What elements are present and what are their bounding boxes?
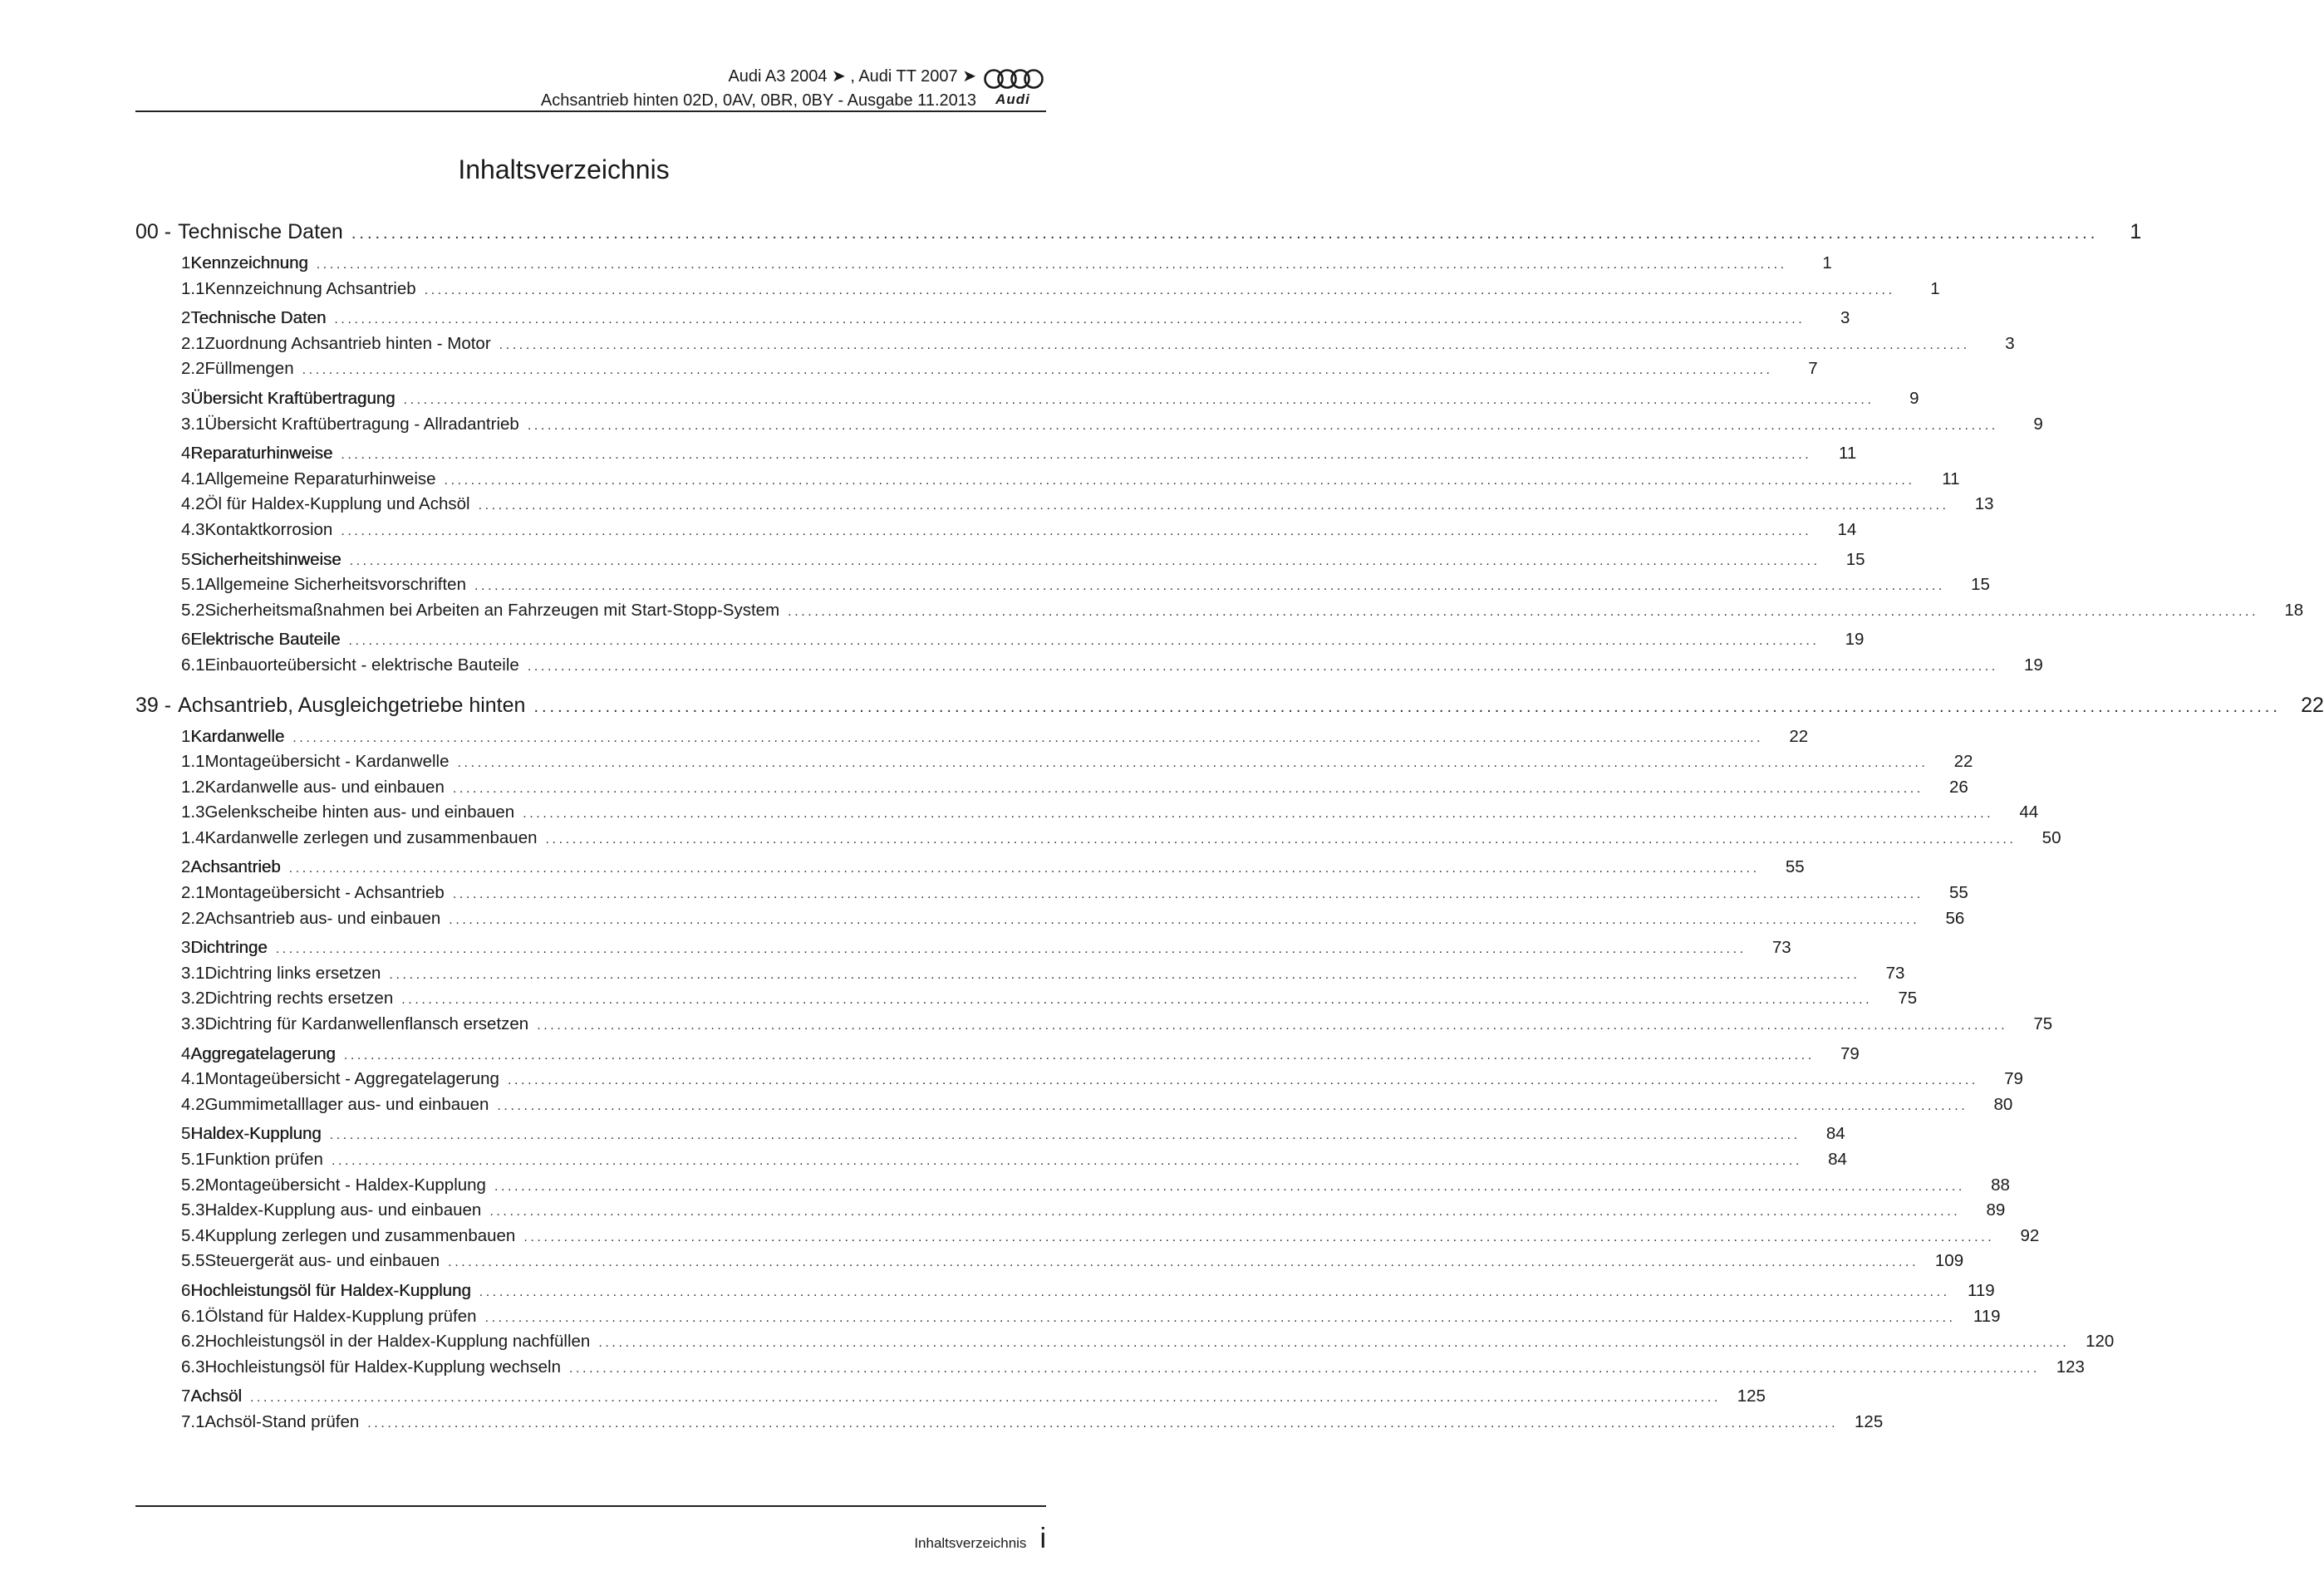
toc-subsection-entry[interactable] [135, 573, 1990, 599]
toc-entry-title: Gummimetalllager aus- und einbauen [204, 1094, 489, 1114]
header-manual-line: Achsantrieb hinten 02D, 0AV, 0BR, 0BY - Ausgabe 11.2013 [540, 91, 976, 110]
toc-entry-page: 22 [2301, 693, 2324, 717]
toc-entry-number: 7.1 [181, 1411, 205, 1431]
toc-entry-number: 2 [181, 308, 191, 328]
toc-section-entry[interactable] [135, 442, 1857, 468]
toc-entry-page: 120 [2086, 1332, 2115, 1352]
toc-entry-number: 4.2 [181, 1094, 205, 1114]
toc-subsection-entry[interactable] [135, 962, 1905, 988]
toc-entry-page: 15 [1971, 575, 1990, 595]
toc-dot-leader: ............................................................................................................................................................................................................................ [341, 448, 1812, 463]
toc-subsection-entry[interactable] [135, 827, 2061, 852]
toc-dot-leader: ............................................................................................................................................................................................................................ [401, 993, 1873, 1008]
toc-subsection-entry[interactable] [135, 654, 2043, 680]
toc-entry-page: 22 [1789, 726, 1809, 746]
toc-entry-number: 7 [181, 1386, 191, 1406]
toc-entry-page: 75 [1898, 989, 1918, 1009]
toc-entry-title: Montageübersicht - Kardanwelle [204, 752, 450, 772]
toc-entry-number: 3 [181, 388, 191, 408]
toc-entry-title: Montageübersicht - Aggregatelagerung [204, 1069, 499, 1089]
toc-dot-leader: ............................................................................................................................................................................................................................ [292, 730, 1764, 745]
toc-dot-leader: ............................................................................................................................................................................................................................ [452, 887, 1924, 902]
toc-subsection-entry[interactable] [135, 1330, 2115, 1356]
toc-entry-title: Sicherheitsmaßnahmen bei Arbeiten an Fahrzeugen mit Start-Stopp-System [204, 600, 780, 620]
page-footer [914, 1523, 1046, 1555]
toc-entry-page: 89 [1986, 1200, 2006, 1220]
toc-entry-title: Funktion prüfen [204, 1150, 323, 1169]
toc-dot-leader: ............................................................................................................................................................................................................................ [474, 579, 1945, 594]
toc-entry-page: 92 [2020, 1225, 2040, 1245]
toc-entry-title: Kupplung zerlegen und zusammenbauen [204, 1225, 516, 1245]
toc-subsection-entry[interactable] [135, 801, 2039, 827]
toc-entry-number: 1.1 [181, 752, 205, 772]
toc-subsection-entry[interactable] [135, 1013, 2053, 1038]
toc-dot-leader: ............................................................................................................................................................................................................................ [507, 1073, 1978, 1088]
toc-entry-title: Allgemeine Sicherheitsvorschriften [204, 575, 466, 595]
toc-subsection-entry[interactable] [135, 907, 1965, 933]
toc-entry-title: Achsöl [190, 1386, 242, 1406]
toc-chapter-entry[interactable] [135, 218, 2142, 248]
audi-logo [983, 66, 1049, 110]
toc-dot-leader: ............................................................................................................................................................................................................................ [533, 697, 2281, 716]
toc-entry-page: 84 [1828, 1150, 1847, 1169]
toc-entry-page: 125 [1737, 1386, 1766, 1406]
toc-entry-number: 5.3 [181, 1200, 205, 1220]
toc-dot-leader: ............................................................................................................................................................................................................................ [479, 1284, 1950, 1299]
toc-entry-title: Hochleistungsöl für Haldex-Kupplung wechseln [204, 1357, 561, 1377]
toc-entry-title: Technische Daten [190, 308, 327, 328]
toc-subsection-entry[interactable] [135, 1305, 2001, 1331]
toc-dot-leader: ............................................................................................................................................................................................................................ [449, 912, 1920, 927]
toc-entry-number: 00 - [135, 220, 172, 243]
toc-entry-title: Hochleistungsöl für Haldex-Kupplung [190, 1280, 471, 1300]
toc-entry-title: Technische Daten [178, 220, 343, 243]
toc-entry-number: 4.1 [181, 1069, 205, 1089]
toc-dot-leader: ............................................................................................................................................................................................................................ [367, 1416, 1839, 1431]
toc-entry-title: Allgemeine Reparaturhinweise [204, 469, 436, 488]
toc-dot-leader: ............................................................................................................................................................................................................................ [484, 1310, 1956, 1325]
toc-section-entry[interactable] [135, 1122, 1845, 1148]
toc-subsection-entry[interactable] [135, 1093, 2013, 1119]
toc-section-entry[interactable] [135, 725, 1809, 751]
toc-entry-title: Kennzeichnung [190, 253, 308, 272]
toc-entry-number: 5.4 [181, 1225, 205, 1245]
toc-entry-number: 4.3 [181, 519, 205, 539]
toc-entry-page: 50 [2041, 827, 2061, 847]
toc-dot-leader: ............................................................................................................................................................................................................................ [389, 967, 1860, 982]
toc-entry-title: Dichtringe [190, 938, 268, 958]
toc-entry-title: Dichtring links ersetzen [204, 963, 381, 983]
toc-entry-page: 3 [2005, 333, 2015, 353]
toc-subsection-entry[interactable] [135, 1148, 1847, 1174]
toc-dot-leader: ............................................................................................................................................................................................................................ [302, 363, 1773, 378]
toc-chapter-entry[interactable] [135, 691, 2324, 721]
toc-entry-number: 5 [181, 1124, 191, 1144]
toc-entry-title: Haldex-Kupplung aus- und einbauen [204, 1200, 482, 1220]
header-rule [135, 110, 1046, 112]
toc-dot-leader: ............................................................................................................................................................................................................................ [523, 807, 1994, 822]
toc-entry-page: 26 [1949, 777, 1968, 797]
toc-entry-title: Übersicht Kraftübertragung - Allradantrieb [204, 414, 519, 434]
toc-entry-page: 1 [1822, 253, 1832, 272]
toc-entry-number: 6 [181, 630, 191, 650]
toc-subsection-entry[interactable] [135, 776, 1968, 802]
toc-entry-number: 2.1 [181, 333, 205, 353]
toc-dot-leader: ............................................................................................................................................................................................................................ [523, 1229, 1995, 1244]
toc-entry-number: 4.2 [181, 494, 205, 514]
toc-entry-title: Achsantrieb, Ausgleichgetriebe hinten [178, 693, 526, 717]
toc-entry-number: 2.1 [181, 883, 205, 903]
toc-entry-page: 1 [2130, 220, 2142, 243]
toc-subsection-entry[interactable] [135, 277, 1940, 303]
toc-entry-title: Sicherheitshinweise [190, 549, 341, 569]
toc-entry-number: 5.2 [181, 600, 205, 620]
toc-section-entry[interactable] [135, 548, 1865, 574]
toc-section-entry[interactable] [135, 252, 1832, 277]
page-title: Inhaltsverzeichnis [458, 155, 670, 184]
toc-subsection-entry[interactable] [135, 1411, 1884, 1436]
toc-dot-leader: ............................................................................................................................................................................................................................ [331, 1154, 1802, 1168]
toc-section-entry[interactable] [135, 856, 1805, 881]
toc-entry-title: Kardanwelle aus- und einbauen [204, 777, 445, 797]
toc-entry-number: 5 [181, 549, 191, 569]
toc-entry-page: 125 [1855, 1411, 1884, 1431]
toc-entry-page: 9 [1909, 388, 1919, 408]
toc-entry-title: Dichtring für Kardanwellenflansch ersetzen [204, 1014, 529, 1034]
toc-entry-title: Kontaktkorrosion [204, 519, 333, 539]
toc-entry-title: Dichtring rechts ersetzen [204, 989, 394, 1009]
toc-entry-title: Einbauorteübersicht - elektrische Bauteile [204, 655, 519, 675]
toc-entry-number: 2 [181, 857, 191, 877]
toc-dot-leader: ............................................................................................................................................................................................................................ [275, 942, 1747, 957]
toc-subsection-entry[interactable] [135, 493, 1994, 518]
toc-subsection-entry[interactable] [135, 987, 1918, 1013]
toc-entry-page: 88 [1991, 1175, 2010, 1195]
audi-wordmark: Audi [995, 91, 1030, 107]
toc-entry-title: Achsantrieb aus- und einbauen [204, 908, 441, 928]
toc-entry-page: 19 [1845, 630, 1865, 650]
toc-entry-title: Achsöl-Stand prüfen [204, 1411, 360, 1431]
toc-entry-number: 3 [181, 938, 191, 958]
toc-dot-leader: ............................................................................................................................................................................................................................ [316, 258, 1787, 272]
toc-dot-leader: ............................................................................................................................................................................................................................ [568, 1361, 2040, 1376]
toc-entry-number: 5.1 [181, 1150, 205, 1169]
toc-entry-number: 39 - [135, 693, 172, 717]
toc-dot-leader: ............................................................................................................................................................................................................................ [349, 553, 1820, 568]
toc-entry-title: Montageübersicht - Achsantrieb [204, 883, 445, 903]
toc-subsection-entry[interactable] [135, 750, 1973, 776]
toc-entry-title: Ölstand für Haldex-Kupplung prüfen [204, 1306, 477, 1326]
toc-section-entry[interactable] [135, 1043, 1860, 1068]
header-text [541, 65, 976, 113]
toc-entry-number: 3.1 [181, 414, 205, 434]
toc-subsection-entry[interactable] [135, 518, 1857, 544]
toc-subsection-entry[interactable] [135, 1356, 2085, 1382]
toc-entry-title: Montageübersicht - Haldex-Kupplung [204, 1175, 486, 1195]
toc-entry-number: 4 [181, 1043, 191, 1063]
toc-entry-title: Reparaturhinweise [190, 444, 333, 464]
toc-entry-title: Steuergerät aus- und einbauen [204, 1251, 440, 1271]
toc-entry-page: 73 [1771, 938, 1791, 958]
toc-subsection-entry[interactable] [135, 468, 1960, 493]
toc-entry-page: 9 [2033, 414, 2043, 434]
toc-entry-page: 44 [2019, 802, 2039, 822]
toc-entry-page: 18 [2284, 600, 2304, 620]
toc-entry-number: 5.5 [181, 1251, 205, 1271]
toc-entry-page: 84 [1825, 1124, 1845, 1144]
toc-subsection-entry[interactable] [135, 357, 1818, 383]
toc-section-entry[interactable] [135, 1279, 1995, 1305]
toc-entry-page: 55 [1785, 857, 1805, 877]
toc-entry-number: 1.2 [181, 777, 205, 797]
toc-entry-number: 2.2 [181, 359, 205, 379]
toc-entry-page: 73 [1885, 963, 1905, 983]
toc-dot-leader: ............................................................................................................................................................................................................................ [537, 1018, 2008, 1033]
toc-dot-leader: ............................................................................................................................................................................................................................ [494, 1179, 1965, 1194]
toc-entry-title: Kennzeichnung Achsantrieb [204, 278, 416, 298]
toc-entry-title: Kardanwelle zerlegen und zusammenbauen [204, 827, 538, 847]
toc-dot-leader: ............................................................................................................................................................................................................................ [527, 418, 1998, 433]
toc-dot-leader: ............................................................................................................................................................................................................................ [329, 1128, 1801, 1143]
toc-dot-leader: ............................................................................................................................................................................................................................ [478, 498, 1949, 513]
toc-entry-page: 79 [1840, 1043, 1860, 1063]
toc-entry-title: Kardanwelle [190, 726, 285, 746]
toc-entry-number: 5.2 [181, 1175, 205, 1195]
toc-entry-number: 3.1 [181, 963, 205, 983]
toc-subsection-entry[interactable] [135, 1224, 2040, 1250]
toc-subsection-entry[interactable] [135, 332, 2015, 358]
toc-entry-page: 119 [1973, 1306, 2001, 1326]
header-vehicle-line: Audi A3 2004 ➤ , Audi TT 2007 ➤ [728, 67, 976, 86]
toc-entry-page: 56 [1945, 908, 1965, 928]
toc-entry-title: Hochleistungsöl in der Haldex-Kupplung nachfüllen [204, 1332, 591, 1352]
toc-dot-leader: ............................................................................................................................................................................................................................ [448, 1255, 1919, 1270]
toc-dot-leader: ............................................................................................................................................................................................................................ [334, 312, 1806, 327]
toc-subsection-entry[interactable] [135, 1249, 1964, 1275]
toc-entry-page: 3 [1840, 308, 1850, 328]
toc-entry-page: 19 [2023, 655, 2043, 675]
toc-section-entry[interactable] [135, 1385, 1766, 1411]
toc-subsection-entry[interactable] [135, 1199, 2006, 1224]
toc-dot-leader: ............................................................................................................................................................................................................................ [343, 1048, 1815, 1063]
toc-subsection-entry[interactable] [135, 1174, 2010, 1200]
toc-entry-number: 1 [181, 253, 191, 272]
toc-entry-number: 6.1 [181, 1306, 205, 1326]
footer-label: Inhaltsverzeichnis [914, 1535, 1027, 1551]
toc-entry-number: 1.3 [181, 802, 205, 822]
toc-entry-number: 3.3 [181, 1014, 205, 1034]
toc-dot-leader: ............................................................................................................................................................................................................................ [348, 634, 1820, 649]
toc-entry-page: 79 [2004, 1069, 2023, 1089]
toc-entry-page: 55 [1948, 883, 1968, 903]
toc-subsection-entry[interactable] [135, 881, 1968, 907]
toc-entry-number: 6 [181, 1280, 191, 1300]
toc-entry-page: 22 [1953, 752, 1973, 772]
audi-rings-icon [983, 66, 1044, 91]
toc-section-entry[interactable] [135, 387, 1919, 413]
table-of-contents [135, 218, 2324, 1436]
toc-dot-leader: ............................................................................................................................................................................................................................ [545, 832, 2017, 847]
toc-entry-page: 14 [1837, 519, 1857, 539]
toc-dot-leader: ............................................................................................................................................................................................................................ [598, 1336, 2070, 1351]
toc-entry-number: 4.1 [181, 469, 205, 488]
toc-entry-page: 13 [1974, 494, 1994, 514]
toc-entry-title: Zuordnung Achsantrieb hinten - Motor [204, 333, 491, 353]
page-header [135, 65, 1049, 111]
toc-entry-page: 11 [1839, 444, 1857, 464]
toc-section-entry[interactable] [135, 307, 1850, 332]
toc-entry-number: 6.1 [181, 655, 205, 675]
toc-entry-title: Gelenkscheibe hinten aus- und einbauen [204, 802, 515, 822]
toc-entry-number: 2.2 [181, 908, 205, 928]
toc-dot-leader: ............................................................................................................................................................................................................................ [288, 861, 1760, 876]
toc-entry-page: 11 [1942, 469, 1960, 488]
toc-entry-title: Öl für Haldex-Kupplung und Achsöl [204, 494, 470, 514]
toc-entry-number: 6.2 [181, 1332, 205, 1352]
toc-entry-page: 119 [1968, 1280, 1995, 1300]
toc-dot-leader: ............................................................................................................................................................................................................................ [351, 224, 2099, 243]
toc-dot-leader: ............................................................................................................................................................................................................................ [497, 1098, 1968, 1113]
toc-dot-leader: ............................................................................................................................................................................................................................ [489, 1205, 1961, 1220]
toc-subsection-entry[interactable] [135, 413, 2043, 439]
toc-entry-title: Füllmengen [204, 359, 294, 379]
toc-entry-number: 1.4 [181, 827, 205, 847]
toc-dot-leader: ............................................................................................................................................................................................................................ [527, 659, 1998, 674]
toc-dot-leader: ............................................................................................................................................................................................................................ [341, 523, 1812, 538]
toc-entry-page: 123 [2056, 1357, 2085, 1377]
toc-entry-page: 15 [1845, 549, 1865, 569]
toc-section-entry[interactable] [135, 628, 1865, 654]
toc-entry-title: Achsantrieb [190, 857, 281, 877]
footer-page-number: i [1039, 1523, 1046, 1554]
toc-entry-title: Übersicht Kraftübertragung [190, 388, 396, 408]
toc-entry-title: Elektrische Bauteile [190, 630, 341, 650]
toc-dot-leader: ............................................................................................................................................................................................................................ [788, 604, 2259, 619]
toc-dot-leader: ............................................................................................................................................................................................................................ [444, 473, 1915, 488]
toc-dot-leader: ............................................................................................................................................................................................................................ [452, 781, 1924, 796]
toc-dot-leader: ............................................................................................................................................................................................................................ [499, 337, 1970, 352]
toc-subsection-entry[interactable] [135, 1067, 2023, 1093]
toc-entry-title: Haldex-Kupplung [190, 1124, 322, 1144]
toc-section-entry[interactable] [135, 936, 1791, 962]
toc-entry-number: 5.1 [181, 575, 205, 595]
toc-entry-page: 75 [2033, 1014, 2053, 1034]
toc-dot-leader: ............................................................................................................................................................................................................................ [249, 1391, 1721, 1406]
toc-entry-number: 6.3 [181, 1357, 205, 1377]
toc-entry-number: 1.1 [181, 278, 205, 298]
toc-entry-page: 7 [1808, 359, 1818, 379]
footer-rule [135, 1505, 1046, 1507]
toc-entry-page: 1 [1930, 278, 1940, 298]
toc-entry-number: 1 [181, 726, 191, 746]
toc-dot-leader: ............................................................................................................................................................................................................................ [424, 282, 1895, 297]
toc-entry-page: 109 [1934, 1251, 1964, 1271]
toc-subsection-entry[interactable] [135, 599, 2304, 625]
toc-entry-page: 80 [1993, 1094, 2013, 1114]
toc-dot-leader: ............................................................................................................................................................................................................................ [403, 392, 1874, 407]
toc-entry-title: Aggregatelagerung [190, 1043, 336, 1063]
toc-dot-leader: ............................................................................................................................................................................................................................ [457, 756, 1928, 771]
toc-entry-number: 4 [181, 444, 191, 464]
toc-entry-number: 3.2 [181, 989, 205, 1009]
